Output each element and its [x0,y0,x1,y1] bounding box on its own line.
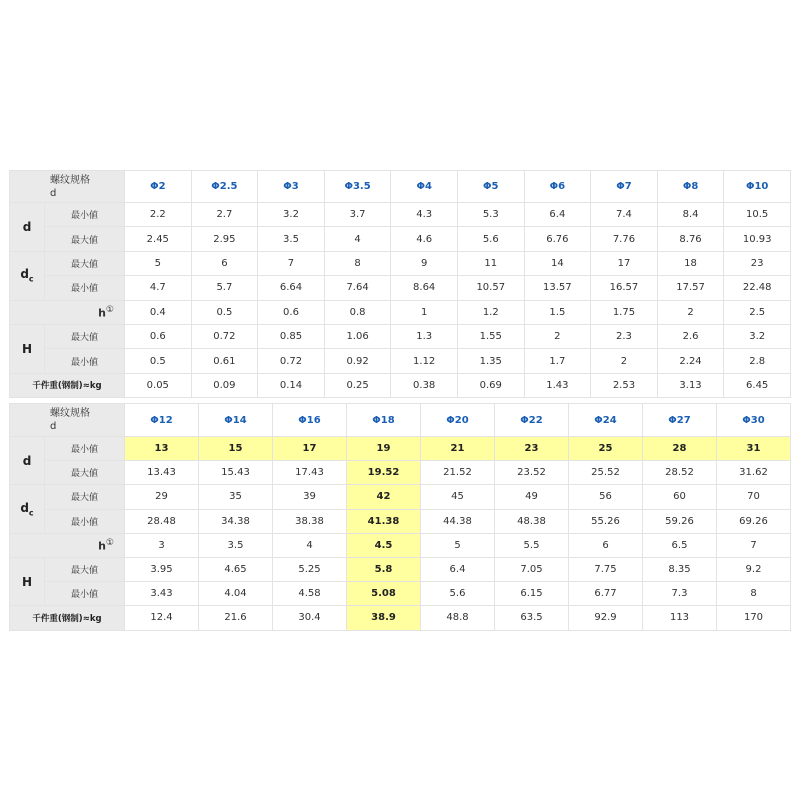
size-column-header: Φ3.5 [324,171,391,203]
table-cell: 9 [391,251,458,275]
table-cell: 17 [591,251,658,275]
table-cell: 0.14 [258,373,325,397]
table-cell: 70 [717,485,791,509]
h-label [10,533,125,557]
table-cell: 28 [643,437,717,461]
table-cell: 15 [199,437,273,461]
table-row [10,461,791,485]
table-cell: 0.61 [191,349,258,373]
table-row [10,300,791,324]
table-cell: 92.9 [569,606,643,630]
table-cell: 11 [457,251,524,275]
weight-label: 千件重(钢制)≈kg [10,373,125,397]
table-cell: 17 [273,437,347,461]
h-footnote-mark: ① [105,538,114,549]
table-cell: 31.62 [717,461,791,485]
spec-header-label: 螺纹规格 [50,408,90,419]
size-column-header: Φ6 [524,171,591,203]
table-cell: 1.35 [457,349,524,373]
size-column-header: Φ18 [347,404,421,437]
table-row [10,276,791,300]
table-row [10,349,791,373]
sub-label: 最小値 [45,276,125,300]
table-cell: 7 [717,533,791,557]
table-cell: 7.3 [643,582,717,606]
table-cell: 8.76 [657,227,724,251]
sub-label: 最大値 [45,485,125,509]
table-cell: 5.7 [191,276,258,300]
table-cell: 21.6 [199,606,273,630]
sub-label: 最大値 [45,324,125,348]
table-cell: 3.2 [258,203,325,227]
table-cell: 10.57 [457,276,524,300]
size-column-header: Φ22 [495,404,569,437]
table-row [10,324,791,348]
table-cell: 6.15 [495,582,569,606]
table-cell: 6.77 [569,582,643,606]
table-cell: 7.4 [591,203,658,227]
table-cell: 4.3 [391,203,458,227]
table-cell: 48.38 [495,509,569,533]
table-cell: 1.75 [591,300,658,324]
sub-label: 最小値 [45,582,125,606]
table-cell: 6 [569,533,643,557]
table-cell: 17.57 [657,276,724,300]
table-cell: 1.3 [391,324,458,348]
table-cell: 12.4 [125,606,199,630]
table-cell: 19 [347,437,421,461]
table-cell: 5.6 [457,227,524,251]
sub-label: 最小値 [45,203,125,227]
table-row [10,437,791,461]
table-cell: 8.35 [643,557,717,581]
table-cell: 0.69 [457,373,524,397]
dc-label-main: d [20,267,29,282]
table-cell: 170 [717,606,791,630]
size-column-header: Φ30 [717,404,791,437]
spec-header-sub: d [50,187,57,199]
table-cell: 0.4 [125,300,192,324]
table-cell: 29 [125,485,199,509]
table-cell: 0.72 [258,349,325,373]
table-cell: 4.7 [125,276,192,300]
group-label-H: H [10,557,45,605]
table-cell: 0.25 [324,373,391,397]
table-cell: 8 [717,582,791,606]
table-cell: 5.6 [421,582,495,606]
sub-label: 最大値 [45,251,125,275]
table-cell: 23 [495,437,569,461]
table-cell: 3.43 [125,582,199,606]
table-cell: 38.9 [347,606,421,630]
table-cell: 1.7 [524,349,591,373]
size-column-header: Φ14 [199,404,273,437]
dc-label-sub: c [28,508,34,518]
table-cell: 16.57 [591,276,658,300]
table-cell: 5.25 [273,557,347,581]
table-cell: 2.2 [125,203,192,227]
table-cell: 1.06 [324,324,391,348]
table-row [10,227,791,251]
table-cell: 48.8 [421,606,495,630]
table-cell: 31 [717,437,791,461]
table-cell: 113 [643,606,717,630]
table-cell: 6 [191,251,258,275]
table-cell: 3.5 [199,533,273,557]
table-cell: 0.8 [324,300,391,324]
table-cell: 3 [125,533,199,557]
table-cell: 30.4 [273,606,347,630]
table-cell: 0.72 [191,324,258,348]
spec-table-large-sizes [9,403,791,631]
size-column-header: Φ8 [657,171,724,203]
spec-header-cell [10,404,125,437]
table-cell: 5.08 [347,582,421,606]
table-cell: 3.7 [324,203,391,227]
size-column-header: Φ10 [724,171,791,203]
table-cell: 44.38 [421,509,495,533]
table-cell: 18 [657,251,724,275]
table-cell: 0.6 [258,300,325,324]
table-cell: 69.26 [717,509,791,533]
h-label-text: h [98,306,106,320]
group-label-d: d [10,437,45,485]
table-cell: 5 [421,533,495,557]
header-row [10,171,791,203]
table-cell: 4 [273,533,347,557]
table-cell: 25.52 [569,461,643,485]
table-row [10,533,791,557]
table-cell: 15.43 [199,461,273,485]
group-label-dc [10,485,45,533]
table-row [10,557,791,581]
size-column-header: Φ2.5 [191,171,258,203]
table-cell: 4.04 [199,582,273,606]
table-cell: 28.52 [643,461,717,485]
table-cell: 13 [125,437,199,461]
table-cell: 22.48 [724,276,791,300]
table-cell: 56 [569,485,643,509]
table-cell: 19.52 [347,461,421,485]
table-cell: 1.12 [391,349,458,373]
table-cell: 41.38 [347,509,421,533]
spec-header-label: 螺纹规格 [50,174,90,186]
size-column-header: Φ12 [125,404,199,437]
table-row [10,203,791,227]
table-cell: 21.52 [421,461,495,485]
table-row [10,373,791,397]
size-column-header: Φ20 [421,404,495,437]
table-cell: 0.6 [125,324,192,348]
size-column-header: Φ24 [569,404,643,437]
table-cell: 6.4 [524,203,591,227]
table-cell: 2.5 [724,300,791,324]
table-cell: 21 [421,437,495,461]
table-cell: 6.4 [421,557,495,581]
table-cell: 1.2 [457,300,524,324]
table-cell: 4.65 [199,557,273,581]
sub-label: 最大値 [45,461,125,485]
table-cell: 17.43 [273,461,347,485]
table-row [10,582,791,606]
table-cell: 1.5 [524,300,591,324]
dc-label-main: d [20,500,29,515]
dc-label-sub: c [28,274,34,284]
table-cell: 6.76 [524,227,591,251]
table-cell: 2 [591,349,658,373]
table-cell: 5.3 [457,203,524,227]
table-cell: 2.95 [191,227,258,251]
table-cell: 2 [524,324,591,348]
table-cell: 2.6 [657,324,724,348]
table-cell: 59.26 [643,509,717,533]
sub-label: 最小値 [45,349,125,373]
table-cell: 2.8 [724,349,791,373]
table-cell: 7.76 [591,227,658,251]
sub-label: 最大値 [45,227,125,251]
size-column-header: Φ7 [591,171,658,203]
size-column-header: Φ2 [125,171,192,203]
table-cell: 6.5 [643,533,717,557]
sub-label: 最小値 [45,437,125,461]
table-cell: 8.4 [657,203,724,227]
table-cell: 45 [421,485,495,509]
table-cell: 14 [524,251,591,275]
spec-header-sub: d [50,421,57,432]
table-cell: 23 [724,251,791,275]
table-cell: 7.05 [495,557,569,581]
table-cell: 25 [569,437,643,461]
table-cell: 34.38 [199,509,273,533]
table-cell: 0.5 [191,300,258,324]
table-cell: 2.3 [591,324,658,348]
group-label-d: d [10,203,45,252]
table-row [10,485,791,509]
h-footnote-mark: ① [105,304,114,315]
size-column-header: Φ3 [258,171,325,203]
table-cell: 5.8 [347,557,421,581]
table-cell: 13.57 [524,276,591,300]
table-cell: 2 [657,300,724,324]
weight-label: 千件重(钢制)≈kg [10,606,125,630]
sub-label: 最大値 [45,557,125,581]
table-cell: 10.5 [724,203,791,227]
table-cell: 6.45 [724,373,791,397]
table-cell: 6.64 [258,276,325,300]
spec-table-small-sizes [9,170,791,398]
table-cell: 10.93 [724,227,791,251]
table-cell: 5.5 [495,533,569,557]
group-label-H: H [10,324,45,373]
table-cell: 0.85 [258,324,325,348]
table-cell: 0.09 [191,373,258,397]
size-column-header: Φ16 [273,404,347,437]
table-row [10,251,791,275]
table-cell: 3.95 [125,557,199,581]
table-cell: 39 [273,485,347,509]
table-cell: 7.64 [324,276,391,300]
table-cell: 60 [643,485,717,509]
table-cell: 0.92 [324,349,391,373]
table-cell: 13.43 [125,461,199,485]
size-column-header: Φ5 [457,171,524,203]
header-row [10,404,791,437]
table-cell: 8 [324,251,391,275]
table-cell: 0.5 [125,349,192,373]
spec-header-cell [10,171,125,203]
table-cell: 7.75 [569,557,643,581]
table-cell: 55.26 [569,509,643,533]
table-cell: 1.43 [524,373,591,397]
table-cell: 28.48 [125,509,199,533]
table-cell: 35 [199,485,273,509]
table-cell: 3.13 [657,373,724,397]
table-cell: 2.45 [125,227,192,251]
table-cell: 2.7 [191,203,258,227]
table-cell: 1.55 [457,324,524,348]
table-row [10,509,791,533]
table-row [10,606,791,630]
table-cell: 8.64 [391,276,458,300]
h-label-text: h [98,539,106,553]
table-cell: 4.58 [273,582,347,606]
h-label [10,300,125,324]
table-cell: 3.5 [258,227,325,251]
table-cell: 7 [258,251,325,275]
table-cell: 4.5 [347,533,421,557]
table-cell: 1 [391,300,458,324]
table-cell: 2.53 [591,373,658,397]
table-cell: 42 [347,485,421,509]
table-cell: 5 [125,251,192,275]
table-cell: 4.6 [391,227,458,251]
sub-label: 最小値 [45,509,125,533]
table-cell: 0.38 [391,373,458,397]
table-cell: 3.2 [724,324,791,348]
table-cell: 2.24 [657,349,724,373]
size-column-header: Φ27 [643,404,717,437]
table-cell: 0.05 [125,373,192,397]
size-column-header: Φ4 [391,171,458,203]
group-label-dc [10,251,45,300]
table-cell: 49 [495,485,569,509]
table-cell: 4 [324,227,391,251]
table-cell: 63.5 [495,606,569,630]
table-cell: 23.52 [495,461,569,485]
table-cell: 9.2 [717,557,791,581]
table-cell: 38.38 [273,509,347,533]
